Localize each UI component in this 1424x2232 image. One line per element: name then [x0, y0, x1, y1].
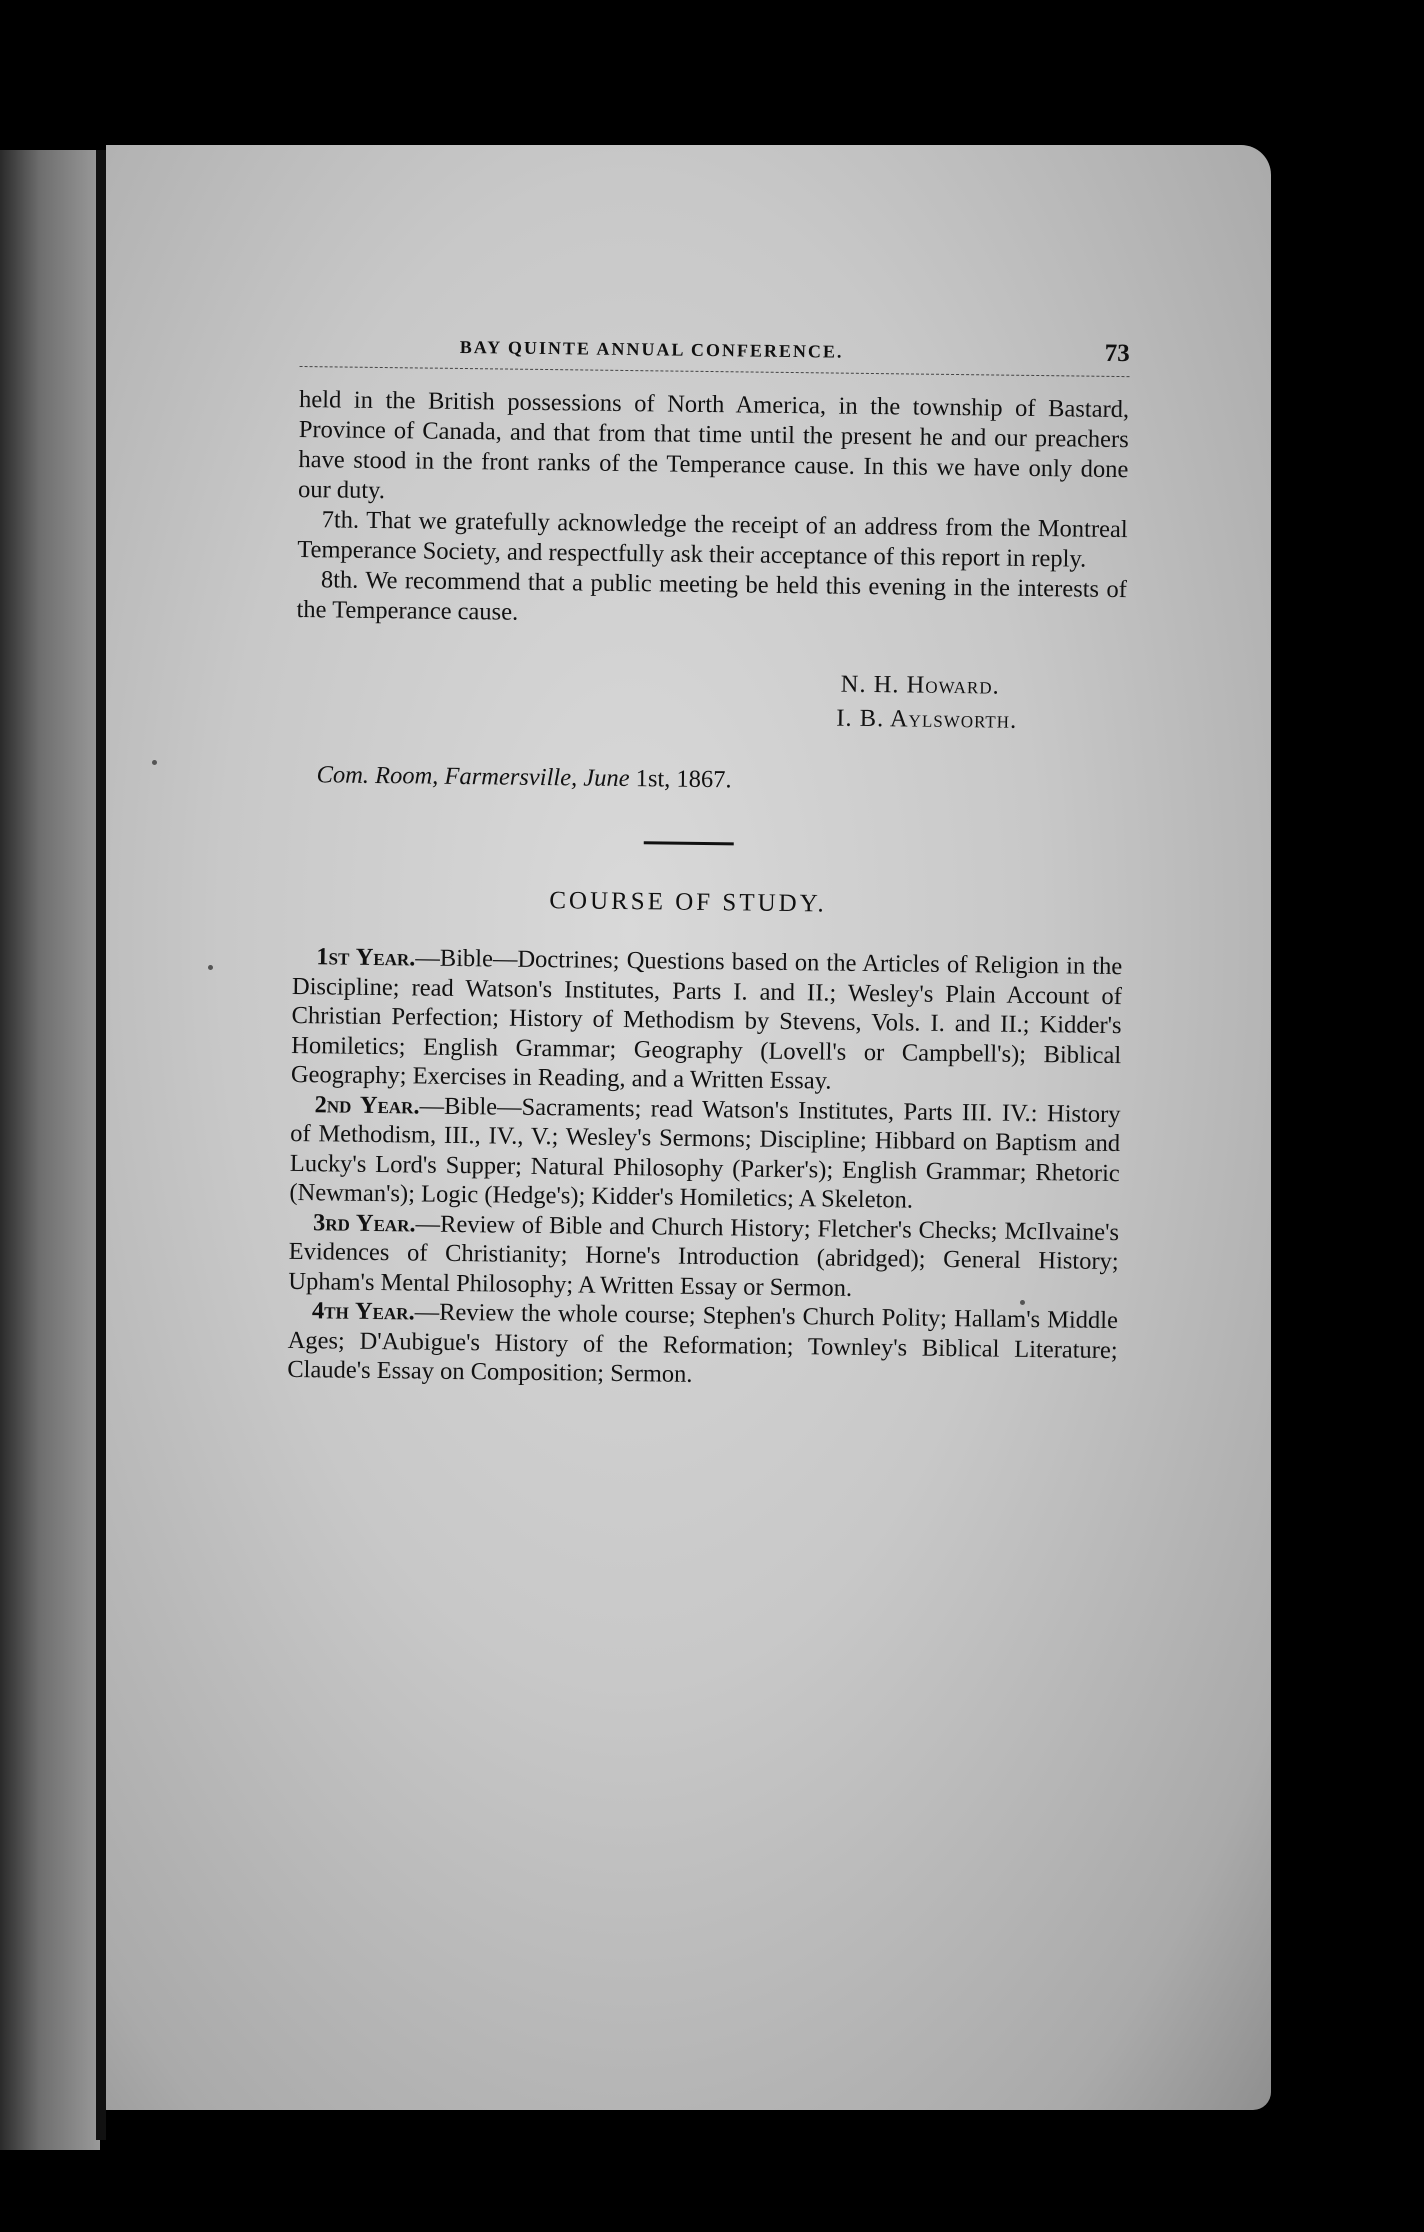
speck — [208, 965, 213, 970]
course-year-2 — [289, 1089, 1120, 1217]
signer-2: I. B. Aylsworth. — [836, 704, 1018, 734]
year-label: 2nd Year. — [314, 1090, 420, 1120]
page-number: 73 — [1104, 339, 1130, 368]
year-text: —Bible—Doctrines; Questions based on the Articles of Religion in the Discipline; read Watson's Institutes, Parts I. and II.; Wesley's Plain Account of Christian Perfection; History of Methodism by Stevens, Vols. I. and II.; Kidder's Homiletics; English Grammar; Geography (Lovell's or Campbell's); Biblical Geography; Exercises in Reading, and a Written Essay. — [290, 944, 1123, 1095]
course-year-1 — [291, 942, 1123, 1100]
signature-block — [836, 668, 1126, 739]
report-continuation: held in the British possessions of North America, in the township of Bastard, Province of Canada, and that from that time until the present he and our preachers have stood in the front ranks of the Temperance cause. In this we have only done our duty. — [297, 385, 1130, 505]
section-divider — [644, 841, 734, 845]
year-label: 4th Year. — [311, 1297, 415, 1326]
year-text: —Review the whole course; Stephen's Church Polity; Hallam's Middle Ages; D'Aubigue's History of the Reformation; Townley's Biblical Literature; Claude's Essay on Composition; Sermon. — [287, 1298, 1119, 1388]
year-text: —Review of Bible and Church History; Fletcher's Checks; McIlvaine's Evidences of Christianity; Horne's Introduction (abridged); General History; Upham's Mental Philosophy; A Written Essay or Sermon. — [288, 1209, 1120, 1302]
facing-page-edge — [0, 150, 100, 2150]
year-label: 1st Year. — [316, 943, 416, 972]
dateline-place: Com. Room, Farmersville, June — [316, 761, 630, 793]
dateline-date: 1st, 1867. — [635, 765, 732, 794]
page-text-block — [287, 330, 1130, 1395]
running-title: BAY QUINTE ANNUAL CONFERENCE. — [459, 336, 844, 362]
course-year-4 — [287, 1296, 1118, 1395]
report-item-7: 7th. That we gratefully acknowledge the receipt of an address from the Montreal Temperance Society, and respectfully ask their acceptance of this report in reply. — [297, 506, 1128, 573]
report-item-8: 8th. We recommend that a public meeting be held this evening in the interests of the Temperance cause. — [296, 566, 1128, 626]
dateline — [316, 761, 1124, 799]
year-text: —Bible—Sacraments; read Watson's Institutes, Parts III. IV.: History of Methodism, III., IV., V.; Wesley's Sermons; Discipline; Hibbard on Baptism and Lucky's Lord's Supper; Natural Philosophy (Parker's); English Grammar; Rhetoric (Newman's); Logic (Hedge's); Kidder's Homiletics; A Skeleton. — [289, 1092, 1121, 1214]
speck — [152, 760, 157, 765]
section-title: COURSE OF STUDY. — [549, 887, 827, 918]
year-label: 3rd Year. — [312, 1208, 416, 1237]
header-rule — [300, 366, 1130, 377]
book-gutter — [96, 150, 106, 2140]
signer-1: N. H. Howard. — [840, 670, 1000, 700]
course-year-3 — [288, 1207, 1119, 1306]
